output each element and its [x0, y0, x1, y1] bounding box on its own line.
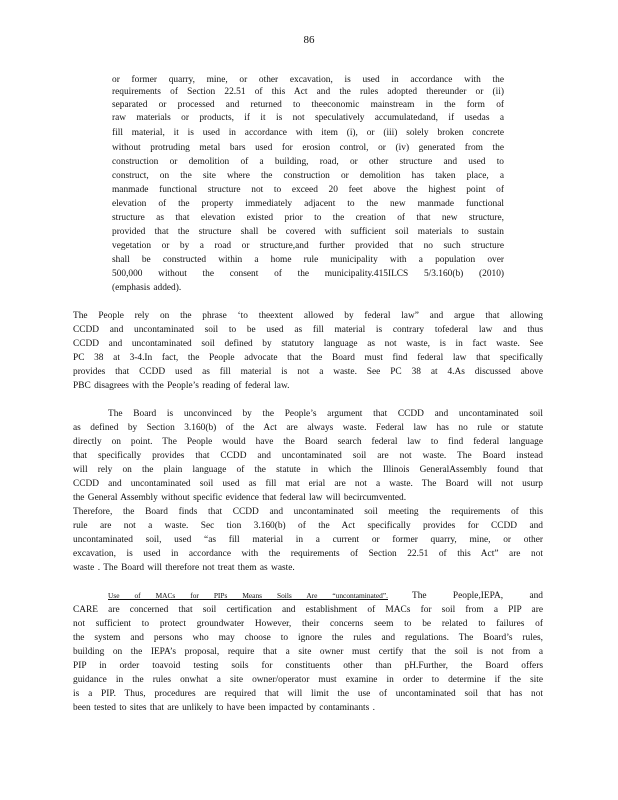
- quote-line: separated or processed and returned to theeconomic mainstream in the form of: [112, 100, 504, 110]
- quote-line: without protruding metal bars used for erosion control, or (iv) generated from the: [112, 143, 504, 153]
- paragraph-line: CCDD and uncontaminated soil defined by statutory language as not waste, is in fact waste. See: [73, 339, 543, 349]
- quote-line: elevation of the property immediately adjacent to the new manmade functional: [112, 199, 504, 209]
- paragraph-line: as defined by Section 3.160(b) of the Act are always waste. Federal law has no rule or statute: [73, 423, 543, 433]
- paragraph-line: that specifically provides that CCDD and uncontaminated soil are not waste. The Board instead: [73, 451, 543, 461]
- paragraph-line: PC 38 at 3-4.In fact, the People advocate that the Board must find federal law that specifically: [73, 353, 543, 363]
- paragraph-line: CCDD and uncontaminated soil to be used as fill material is contrary tofederal law and thus: [73, 325, 543, 335]
- quote-line: or former quarry, mine, or other excavation, is used in accordance with the: [112, 75, 504, 85]
- heading-text: Use of MACs for PIPs Means Soils Are “uncontaminated”.: [108, 591, 388, 600]
- paragraph-line: the General Assembly without specific evidence that federal law will becircumvented.: [73, 493, 407, 503]
- paragraph-line: PBC disagrees with the People’s reading of federal law.: [73, 381, 290, 391]
- quote-line: provided that the structure shall be covered with sufficient soil materials to sustain: [112, 227, 504, 237]
- quote-line: 500,000 without the consent of the municipality.415ILCS 5/3.160(b) (2010): [112, 269, 504, 279]
- quote-line: shall be constructed within a home rule municipality with a population over: [112, 255, 504, 265]
- paragraph-line: excavation, is used in accordance with the requirements of Section 22.51 of this Act” are not: [73, 549, 543, 559]
- paragraph-line: CCDD and uncontaminated soil used as fill mat erial are not a waste. The Board will not usurp: [73, 479, 543, 489]
- paragraph-line: the system and persons who may choose to ignore the rules and regulations. The Board’s rules,: [73, 633, 543, 643]
- paragraph-line: is a PIP. Thus, procedures are required that will limit the use of uncontaminated soil that has not: [73, 689, 543, 699]
- paragraph-line: The People rely on the phrase ‘to theextent allowed by federal law” and argue that allowing: [73, 311, 543, 321]
- paragraph-line: will rely on the plain language of the statute in which the Illinois GeneralAssembly found that: [73, 465, 543, 475]
- section-heading: [108, 590, 388, 602]
- quote-line: vegetation or by a road or structure,and further provided that no such structure: [112, 241, 504, 251]
- paragraph-line: uncontaminated soil, used “as fill material in a current or former quarry, mine, or other: [73, 535, 543, 545]
- quote-line: construction or demolition of a building, road, or other structure and used to: [112, 157, 504, 167]
- paragraph-line: directly on point. The People would have the Board search federal law to find federal language: [73, 437, 543, 447]
- paragraph-line: PIP in order toavoid testing soils for constituents other than pH.Further, the Board offers: [73, 661, 543, 671]
- paragraph-line: building on the IEPA’s proposal, require that a site owner must certify that the soil is not from a: [73, 647, 543, 657]
- paragraph-line: The People,IEPA, and: [412, 591, 543, 601]
- quote-line: structure as that elevation existed prior to the creation of that new structure,: [112, 213, 504, 223]
- paragraph-line: The Board is unconvinced by the People’s argument that CCDD and uncontaminated soil: [108, 409, 543, 419]
- paragraph-line: CARE are concerned that soil certification and establishment of MACs for soil from a PIP are: [73, 605, 543, 615]
- quote-line: manmade functional structure not to exceed 20 feet above the highest point of: [112, 185, 504, 195]
- quote-line: raw materials or products, if it is not speculatively accumulatedand, if usedas a: [112, 113, 504, 123]
- paragraph-line: waste . The Board will therefore not treat them as waste.: [73, 563, 295, 573]
- paragraph-line: not sufficient to protect groundwater However, their concerns seem to be related to failures of: [73, 619, 543, 629]
- paragraph-line: guidance in the rules onwhat a site owner/operator must examine in order to determine if the site: [73, 675, 543, 685]
- quote-line: fill material, it is used in accordance with item (i), or (iii) solely broken concrete: [112, 128, 504, 138]
- paragraph-line: provides that CCDD used as fill material is not a waste. See PC 38 at 4.As discussed above: [73, 367, 543, 377]
- quote-line: (emphasis added).: [112, 283, 182, 293]
- paragraph-line: rule are not a waste. Sec tion 3.160(b) of the Act specifically provides for CCDD and: [73, 521, 543, 531]
- paragraph-line: Therefore, the Board finds that CCDD and uncontaminated soil meeting the requirements of this: [73, 507, 543, 517]
- quote-line: construct, on the site where the construction or demolition has taken place, a: [112, 171, 504, 181]
- paragraph-line: been tested to sites that are unlikely to have been impacted by contaminants .: [73, 703, 375, 713]
- page-number: 86: [303, 34, 315, 46]
- quote-line: requirements of Section 22.51 of this Act and the rules adopted thereunder or (ii): [112, 87, 504, 97]
